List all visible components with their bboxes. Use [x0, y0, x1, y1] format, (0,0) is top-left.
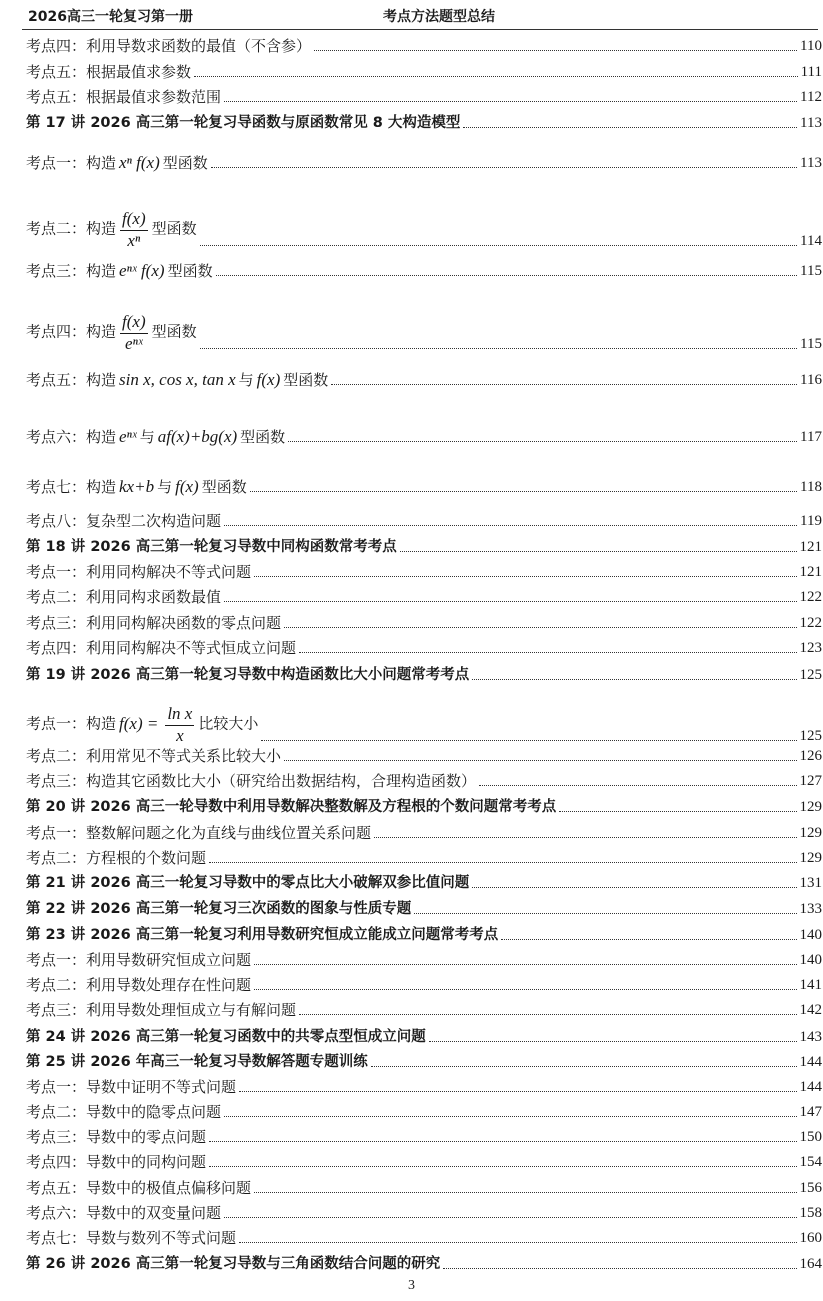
- toc-page-number: 140: [799, 952, 822, 968]
- dot-leader: [209, 1166, 796, 1167]
- toc-page-number: 122: [799, 615, 822, 631]
- dot-leader: [284, 627, 796, 628]
- toc-page-number: 122: [799, 589, 822, 605]
- toc-topic-entry[interactable]: [26, 37, 822, 55]
- toc-entry-text: 考点一：利用导数研究恒成立问题: [26, 951, 252, 969]
- toc-topic-entry[interactable]: [26, 1128, 822, 1146]
- dot-leader: [200, 348, 797, 349]
- toc-entry-title: [26, 614, 281, 632]
- math-expression: eⁿˣ: [119, 427, 137, 446]
- dot-leader: [414, 913, 796, 914]
- math-expression: eⁿˣ f(x): [119, 261, 165, 280]
- math-expression: f(x): [256, 370, 281, 389]
- toc-chapter-entry[interactable]: [26, 666, 822, 684]
- dot-leader: [472, 887, 796, 888]
- dot-leader: [400, 551, 797, 552]
- math-fraction: [165, 704, 194, 745]
- toc-entry-text: 第 26 讲 2026 高三第一轮复习导数与三角函数结合问题的研究: [26, 1256, 441, 1272]
- dot-leader: [254, 1192, 796, 1193]
- toc-topic-entry[interactable]: [26, 63, 822, 81]
- toc-entry-title: [26, 1001, 296, 1019]
- toc-entry-text: 第 23 讲 2026 高三第一轮复习利用导数研究恒成立能成立问题常考考点: [26, 927, 499, 943]
- toc-page-number: 164: [799, 1256, 822, 1272]
- toc-entry-title: [26, 1078, 236, 1096]
- toc-entry-conjunction: 与: [238, 371, 254, 389]
- toc-topic-entry[interactable]: [26, 976, 822, 994]
- toc-entry-suffix: 型函数: [151, 322, 197, 341]
- toc-entry-text: 第 25 讲 2026 年高三一轮复习导数解答题专题训练: [26, 1054, 368, 1070]
- toc-page-number: 150: [799, 1129, 822, 1145]
- dot-leader: [288, 441, 797, 442]
- dot-leader: [374, 837, 796, 838]
- page-number: 3: [408, 1278, 415, 1293]
- toc-entry-title: [26, 849, 206, 867]
- toc-topic-entry[interactable]: [26, 154, 822, 172]
- toc-page-number: 121: [799, 539, 822, 555]
- toc-topic-entry[interactable]: [26, 1153, 822, 1171]
- fraction-denominator: xⁿ: [127, 231, 141, 250]
- toc-page-number: 141: [799, 977, 822, 993]
- toc-entry-text: 考点三：构造其它函数比大小（研究给出数据结构，合理构造函数）: [26, 772, 477, 790]
- dot-leader: [216, 275, 797, 276]
- toc-chapter-entry[interactable]: [26, 538, 822, 556]
- toc-entry-suffix: 型函数: [167, 262, 213, 280]
- toc-topic-entry[interactable]: [26, 563, 822, 581]
- dot-leader: [239, 1091, 796, 1092]
- dot-leader: [371, 1066, 797, 1067]
- page-header: [28, 6, 818, 28]
- toc-page-number: 115: [800, 263, 822, 279]
- dot-leader: [559, 811, 796, 812]
- toc-entry-title: [26, 1179, 251, 1197]
- toc-page-number: 160: [799, 1230, 822, 1246]
- math-expression: kx+b: [119, 477, 155, 496]
- toc-entry-suffix: 型函数: [151, 219, 197, 238]
- toc-chapter-entry[interactable]: [26, 798, 822, 816]
- toc-chapter-entry[interactable]: [26, 1028, 822, 1046]
- toc-page-number: 127: [799, 773, 822, 789]
- fraction-numerator: f(x): [120, 209, 148, 231]
- math-fraction: [120, 312, 148, 353]
- toc-page-number: 131: [799, 875, 822, 891]
- toc-entry-text: 考点二：利用常见不等式关系比较大小: [26, 747, 282, 765]
- toc-topic-entry[interactable]: [26, 614, 822, 632]
- toc-entry-title: [26, 1153, 206, 1171]
- toc-entry-text: 考点四：利用同构解决不等式恒成立问题: [26, 639, 297, 657]
- math-fraction: [120, 209, 148, 250]
- toc-entry-text: 考点一：利用同构解决不等式问题: [26, 563, 252, 581]
- toc-page-number: 144: [799, 1054, 822, 1070]
- toc-page-number: 158: [799, 1205, 822, 1221]
- toc-page-number: 144: [799, 1079, 822, 1095]
- dot-leader: [254, 576, 796, 577]
- toc-entry-title: [26, 312, 197, 353]
- dot-leader: [479, 785, 796, 786]
- toc-topic-entry[interactable]: [26, 312, 822, 353]
- toc-entry-prefix: 考点一：构造: [26, 714, 117, 733]
- toc-page-number: 118: [800, 479, 822, 495]
- dot-leader: [314, 50, 797, 51]
- toc-page-number: 121: [799, 564, 822, 580]
- toc-page-number: 125: [799, 728, 822, 744]
- toc-page-number: 113: [800, 155, 822, 171]
- toc-entry-title: [26, 209, 197, 250]
- toc-topic-entry[interactable]: [26, 209, 822, 250]
- toc-entry-prefix: 考点一：构造: [26, 154, 117, 172]
- dot-leader: [200, 245, 797, 246]
- math-expression: f(x): [175, 477, 199, 496]
- toc-entry-title: [26, 951, 251, 969]
- toc-page-number: 123: [799, 640, 822, 656]
- toc-topic-entry[interactable]: [26, 951, 822, 969]
- toc-entry-text: 第 20 讲 2026 高三一轮导数中利用导数解决整数解及方程根的个数问题常考考点: [26, 799, 557, 815]
- fraction-denominator: eⁿˣ: [124, 334, 143, 353]
- toc-entry-text: 考点三：利用导数处理恒成立与有解问题: [26, 1001, 297, 1019]
- toc-entry-title: [26, 666, 469, 684]
- dot-leader: [194, 76, 798, 77]
- toc-entry-title: [26, 1204, 221, 1222]
- toc-entry-conjunction: 与: [139, 428, 155, 446]
- toc-topic-entry[interactable]: [26, 1001, 822, 1019]
- toc-entry-title: [26, 63, 191, 81]
- toc-chapter-entry[interactable]: [26, 900, 822, 918]
- toc-chapter-entry[interactable]: [26, 1053, 822, 1071]
- dot-leader: [501, 939, 796, 940]
- math-expression: f(x) =: [119, 713, 159, 733]
- toc-entry-prefix: 考点二：构造: [26, 219, 117, 238]
- toc-entry-prefix: 考点四：构造: [26, 322, 117, 341]
- dot-leader: [224, 525, 797, 526]
- toc-entry-suffix: 型函数: [240, 428, 286, 446]
- toc-topic-entry[interactable]: [26, 512, 822, 530]
- toc-entry-title: [26, 538, 397, 556]
- toc-page-number: 115: [800, 336, 822, 352]
- toc-topic-entry[interactable]: [26, 262, 822, 280]
- toc-entry-text: 考点三：导数中的零点问题: [26, 1128, 207, 1146]
- toc-entry-text: 考点二：方程根的个数问题: [26, 849, 207, 867]
- toc-chapter-entry[interactable]: [26, 114, 822, 132]
- toc-chapter-entry[interactable]: [26, 1255, 822, 1273]
- dot-leader: [299, 652, 796, 653]
- toc-page-number: 156: [799, 1180, 822, 1196]
- toc-entry-title: [26, 639, 296, 657]
- dot-leader: [331, 384, 797, 385]
- math-expression: xⁿ f(x): [119, 153, 160, 172]
- toc-entry-title: [26, 1229, 236, 1247]
- toc-entry-title: [26, 262, 213, 280]
- toc-topic-entry[interactable]: [26, 824, 822, 842]
- dot-leader: [250, 491, 797, 492]
- toc-page-number: 110: [800, 38, 822, 54]
- toc-entry-text: 考点六：导数中的双变量问题: [26, 1204, 222, 1222]
- dot-leader: [224, 101, 797, 102]
- toc-page-number: 125: [799, 667, 822, 683]
- toc-entry-title: [26, 563, 251, 581]
- toc-topic-entry[interactable]: [26, 88, 822, 106]
- toc-entry-text: 考点八：复杂型二次构造问题: [26, 512, 222, 530]
- toc-chapter-entry[interactable]: [26, 874, 822, 892]
- header-rule: [22, 29, 818, 30]
- toc-topic-entry[interactable]: [26, 1204, 822, 1222]
- toc-entry-text: 考点五：根据最值求参数范围: [26, 88, 222, 106]
- dot-leader: [254, 964, 796, 965]
- toc-entry-text: 考点七：导数与数列不等式问题: [26, 1229, 237, 1247]
- fraction-numerator: f(x): [120, 312, 148, 334]
- toc-topic-entry[interactable]: [26, 747, 822, 765]
- toc-topic-entry[interactable]: [26, 1078, 822, 1096]
- toc-page-number: 129: [799, 850, 822, 866]
- toc-topic-entry[interactable]: [26, 428, 822, 446]
- fraction-numerator: ln x: [165, 704, 194, 726]
- toc-topic-entry[interactable]: [26, 1179, 822, 1197]
- dot-leader: [261, 740, 796, 741]
- toc-entry-title: [26, 1128, 206, 1146]
- toc-page-number: 142: [799, 1002, 822, 1018]
- toc-entry-title: [26, 512, 221, 530]
- dot-leader: [239, 1242, 796, 1243]
- toc-entry-title: [26, 747, 281, 765]
- dot-leader: [224, 1217, 796, 1218]
- toc-page-number: 129: [799, 799, 822, 815]
- dot-leader: [209, 1141, 796, 1142]
- book-title: 2026高三一轮复习第一册: [28, 9, 193, 25]
- toc-entry-text: 考点五：根据最值求参数: [26, 63, 192, 81]
- toc-entry-title: [26, 428, 285, 446]
- dot-leader: [284, 760, 796, 761]
- toc-topic-entry[interactable]: [26, 1229, 822, 1247]
- toc-entry-title: [26, 874, 469, 892]
- math-expression: af(x)+bg(x): [157, 427, 238, 446]
- toc-page-number: 111: [800, 64, 822, 80]
- toc-page-number: 133: [799, 901, 822, 917]
- toc-entry-title: [26, 371, 328, 389]
- toc-topic-entry[interactable]: [26, 1103, 822, 1121]
- section-title: 考点方法题型总结: [383, 9, 495, 25]
- dot-leader: [463, 127, 797, 128]
- toc-entry-title: [26, 772, 476, 790]
- toc-entry-prefix: 考点七：构造: [26, 478, 117, 496]
- dot-leader: [429, 1041, 797, 1042]
- toc-entry-conjunction: 与: [157, 478, 173, 496]
- toc-chapter-entry[interactable]: [26, 926, 822, 944]
- toc-entry-suffix: 比较大小: [198, 714, 259, 733]
- toc-page-number: 116: [800, 372, 822, 388]
- toc-page-number: 140: [799, 927, 822, 943]
- toc-entry-suffix: 型函数: [162, 154, 208, 172]
- toc-entry-title: [26, 154, 208, 172]
- toc-entry-title: [26, 704, 258, 745]
- toc-page-number: 154: [799, 1154, 822, 1170]
- fraction-denominator: x: [176, 726, 184, 745]
- math-expression: sin x, cos x, tan x: [119, 370, 236, 389]
- toc-entry-title: [26, 1053, 368, 1071]
- toc-entry-text: 考点五：导数中的极值点偏移问题: [26, 1179, 252, 1197]
- toc-entry-text: 考点二：导数中的隐零点问题: [26, 1103, 222, 1121]
- toc-entry-title: [26, 824, 371, 842]
- toc-entry-prefix: 考点三：构造: [26, 262, 117, 280]
- toc-entry-title: [26, 900, 411, 918]
- toc-entry-title: [26, 88, 221, 106]
- toc-page-number: 114: [800, 233, 822, 249]
- toc-entry-title: [26, 1103, 221, 1121]
- dot-leader: [211, 167, 797, 168]
- toc-page-number: 143: [799, 1029, 822, 1045]
- toc-entry-text: 考点一：导数中证明不等式问题: [26, 1078, 237, 1096]
- dot-leader: [472, 679, 796, 680]
- toc-page-number: 129: [799, 825, 822, 841]
- toc-entry-title: [26, 114, 460, 132]
- toc-entry-text: 第 21 讲 2026 高三一轮复习导数中的零点比大小破解双参比值问题: [26, 875, 470, 891]
- toc-entry-text: 第 17 讲 2026 高三第一轮复习导函数与原函数常见 8 大构造模型: [26, 115, 461, 131]
- toc-entry-text: 考点四：利用导数求函数的最值（不含参）: [26, 37, 312, 55]
- toc-entry-title: [26, 976, 251, 994]
- toc-entry-text: 第 18 讲 2026 高三第一轮复习导数中同构函数常考考点: [26, 539, 397, 555]
- toc-entry-title: [26, 1255, 440, 1273]
- toc-entry-text: 考点二：利用同构求函数最值: [26, 588, 222, 606]
- toc-topic-entry[interactable]: [26, 371, 822, 389]
- toc-topic-entry[interactable]: [26, 772, 822, 790]
- toc-entry-text: 第 19 讲 2026 高三第一轮复习导数中构造函数比大小问题常考考点: [26, 667, 470, 683]
- toc-entry-suffix: 型函数: [201, 478, 247, 496]
- toc-entry-title: [26, 798, 556, 816]
- toc-page-number: 126: [799, 748, 822, 764]
- toc-entry-text: 第 24 讲 2026 高三第一轮复习函数中的共零点型恒成立问题: [26, 1029, 426, 1045]
- toc-topic-entry[interactable]: [26, 704, 822, 745]
- toc-entry-title: [26, 1028, 426, 1046]
- toc-entry-title: [26, 37, 311, 55]
- dot-leader: [443, 1268, 796, 1269]
- toc-entry-text: 考点四：导数中的同构问题: [26, 1153, 207, 1171]
- dot-leader: [254, 989, 796, 990]
- toc-entry-title: [26, 588, 221, 606]
- toc-topic-entry[interactable]: [26, 478, 822, 496]
- toc-entry-prefix: 考点六：构造: [26, 428, 117, 446]
- dot-leader: [209, 862, 796, 863]
- toc-entry-title: [26, 478, 247, 496]
- toc-entry-text: 考点三：利用同构解决函数的零点问题: [26, 614, 282, 632]
- toc-topic-entry[interactable]: [26, 639, 822, 657]
- toc-entry-text: 第 22 讲 2026 高三第一轮复习三次函数的图象与性质专题: [26, 901, 412, 917]
- toc-entry-text: 考点一：整数解问题之化为直线与曲线位置关系问题: [26, 824, 372, 842]
- toc-entry-title: [26, 926, 498, 944]
- dot-leader: [224, 601, 796, 602]
- toc-page-number: 147: [799, 1104, 822, 1120]
- toc-entry-prefix: 考点五：构造: [26, 371, 117, 389]
- toc-page-number: 113: [800, 115, 822, 131]
- toc-page-number: 119: [800, 513, 822, 529]
- dot-leader: [224, 1116, 796, 1117]
- toc-entry-suffix: 型函数: [283, 371, 329, 389]
- dot-leader: [299, 1014, 796, 1015]
- toc-topic-entry[interactable]: [26, 849, 822, 867]
- toc-topic-entry[interactable]: [26, 588, 822, 606]
- toc-page-number: 117: [800, 429, 822, 445]
- toc-entry-text: 考点二：利用导数处理存在性问题: [26, 976, 252, 994]
- toc-page-number: 112: [800, 89, 822, 105]
